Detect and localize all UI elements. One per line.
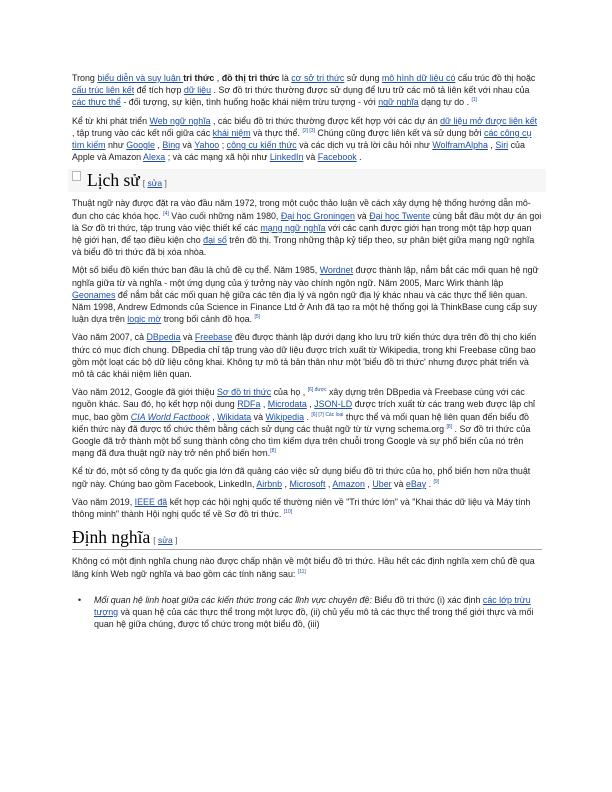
text-run: Vào năm 2012, Google đã giới thiệu <box>72 387 217 398</box>
text-run: xây dựng trên DBpedia và Freebase cùng với các nguồn khác. Sau đó, họ kết hợp nội dung <box>72 387 525 410</box>
text-run: Vào năm 2019, <box>72 496 135 507</box>
paragraph <box>72 115 542 164</box>
wiki-link[interactable]: Geonames <box>72 289 116 300</box>
section-title: Định nghĩa <box>72 527 151 548</box>
text-run: và quan hệ của các thực thể trong một lược đồ, (ii) chủ yếu mô tả các thực thể trong thế giới thực và mối quan hệ giữa chúng, được tổ chức trong một biểu đồ, (iii) <box>94 606 534 630</box>
wiki-link[interactable]: mô hình dữ liệu có <box>381 73 456 83</box>
text-run: kết hợp các hội nghị quốc tế thường niên về "Tri thức lớn" và "Khai thác dữ liệu và Máy tính thông minh" thành Hội nghị quốc tế về Sơ đồ tri thức. <box>72 496 531 520</box>
article-page <box>72 72 542 630</box>
wiki-link[interactable]: Web ngữ nghĩa <box>149 115 211 126</box>
text-run: , tập trung vào các kết nối giữa các <box>72 127 213 138</box>
wiki-link[interactable]: Wikidata <box>217 411 252 422</box>
edit-section-link: [ sửa ] <box>153 535 178 546</box>
text-run: và <box>251 411 266 422</box>
paragraph <box>72 496 542 520</box>
text-run: Không có một định nghĩa chung nào được chấp nhận về một biểu đồ tri thức. Hầu hết các định nghĩa xem chủ đề qua lăng kính Web ngữ nghĩa và bao gồm các tính năng sau: <box>72 556 535 579</box>
text-run: Vào cuối những năm 1980, <box>168 210 281 221</box>
citation-ref[interactable]: [8] <box>446 423 453 430</box>
text-run: và thực thể. <box>250 127 303 138</box>
text-run: dạng tự do . <box>418 97 472 108</box>
text-run: để tích hợp <box>134 85 184 96</box>
wiki-link[interactable]: ngữ nghĩa <box>378 97 419 108</box>
wiki-link[interactable]: cơ sở tri thức <box>291 73 345 83</box>
citation-ref[interactable]: [11] <box>297 568 306 575</box>
wiki-link[interactable]: LinkedIn <box>269 152 304 163</box>
collapse-toggle-icon[interactable] <box>72 171 81 181</box>
text-run: , các biểu đồ tri thức thường được kết hợp với các dự án <box>210 115 441 126</box>
wiki-link[interactable]: Sơ đồ tri thức <box>216 387 272 398</box>
text-run: được trích xuất từ các trang web được lập chỉ mục, bao gồm <box>72 399 536 422</box>
text-run: . Sơ đồ tri thức thường được sử dụng để lưu trữ các mô tả liên kết với nhau của <box>211 85 530 96</box>
text-run: , <box>209 411 218 422</box>
text-run: cùng bắt đầu một dự án gọi là Sơ đồ tri thức, tập trung vào việc thiết kế các <box>72 210 542 233</box>
wiki-link[interactable]: Google <box>126 140 155 151</box>
wiki-link[interactable]: Đại học Groningen <box>280 210 355 221</box>
wiki-link[interactable]: Alexa <box>143 152 166 163</box>
citation-ref[interactable]: [5] <box>254 314 261 321</box>
text-run: để nắm bắt các mối quan hệ giữa các tên địa lý và ngôn ngữ địa lý khác nhau và các thực thể liên quan. Năm 1998, Andrew Edmonds của Science in Finance Ltd ở Anh đã tạo ra một hệ thống gọi là ThinkBase cung cấp suy luận dựa trên <box>72 289 537 325</box>
section-heading-definition <box>72 526 542 550</box>
section-heading-history <box>68 169 546 192</box>
citation-ref[interactable]: [10] <box>283 509 293 516</box>
section-body <box>72 197 542 520</box>
wiki-link[interactable]: biểu diễn và suy luận <box>97 73 184 83</box>
text-run: . Sơ đồ tri thức của Google đã trở thành một bổ sung thành công cho tìm kiếm dựa trên chuỗi trong Google và sự phổ biến của nó trên mạng đã đưa thuật ngữ này trở nên phổ biến hơn. <box>72 423 531 459</box>
wiki-link[interactable]: Microsoft <box>289 478 326 489</box>
text-run: , <box>260 399 268 410</box>
text-run: như <box>105 140 127 151</box>
text-run: Kể từ đó, một số công ty đa quốc gia lớn đã quảng cáo việc sử dụng biểu đồ tri thức của họ, phổ biến hơn nữa thuật ngữ này. Chúng bao gồm Facebook, LinkedIn, <box>72 466 531 489</box>
edit-link[interactable]: sửa <box>158 535 173 546</box>
text-run: Kể từ khi phát triển <box>72 115 150 126</box>
text-run: và <box>354 210 370 221</box>
wiki-link[interactable]: logic mờ <box>127 314 162 325</box>
text-run: , <box>325 478 333 489</box>
paragraph <box>72 386 542 459</box>
article-intro <box>72 72 542 163</box>
bold-term: đồ thị tri thức <box>221 73 280 83</box>
wiki-link[interactable]: khái niệm <box>212 127 251 138</box>
wiki-link[interactable]: mạng ngữ nghĩa <box>260 222 326 233</box>
text-run: của họ , <box>271 387 308 398</box>
text-run: . <box>426 478 434 489</box>
section-body <box>72 555 542 579</box>
text-run: đều được thành lập dưới dạng kho lưu trữ kiến thức dựa trên đồ thị cho kiến thức có mục đích chung. DBpedia chỉ tập trung vào dữ liệu được trích xuất từ Wikipedia, trong khi Freebase cũng bao gồm một loạt các bộ dữ liệu công khai. Không tự mô tả bản thân như một 'biểu đồ tri thức' nhưng được phát triển và mô tả các khái niệm liên quan. <box>72 332 537 380</box>
wiki-link[interactable]: Microdata <box>267 399 307 410</box>
text-run: Vào năm 2007, cả <box>72 332 147 343</box>
text-run: Chúng cũng được liên kết và sử dụng bởi <box>314 127 485 138</box>
text-run: , <box>364 478 373 489</box>
wiki-link[interactable]: Uber <box>372 478 392 489</box>
text-run: và <box>303 152 318 163</box>
paragraph <box>72 72 542 109</box>
section-history <box>72 169 542 520</box>
wiki-link[interactable]: Yahoo <box>194 140 220 151</box>
wiki-link[interactable]: Bing <box>162 140 181 151</box>
wiki-link[interactable]: Airbnb <box>256 478 283 489</box>
text-run: , <box>487 140 496 151</box>
paragraph <box>72 331 542 380</box>
text-run: Thuật ngữ này được đặt ra vào đầu năm 1972, trong một cuộc thảo luận về cách xây dựng hệ thống hướng dẫn mô-đun cho các khóa học. <box>72 198 531 221</box>
wiki-link[interactable]: DBpedia <box>146 332 181 343</box>
wiki-link[interactable]: đại số <box>203 235 227 246</box>
citation-ref[interactable]: [1] <box>471 97 478 104</box>
list-item <box>78 594 542 631</box>
wiki-link[interactable]: eBay <box>405 478 427 489</box>
wiki-link[interactable]: JSON-LD <box>314 399 353 410</box>
edit-link[interactable]: sửa <box>147 178 163 189</box>
italic-term: Mối quan hệ linh hoạt giữa các kiến thức trong các lĩnh vực chuyên đề: <box>94 594 372 605</box>
wiki-link[interactable]: CIA World Factbook <box>130 411 210 422</box>
text-run: , <box>306 399 315 410</box>
wiki-link[interactable]: dữ liệu <box>183 85 212 96</box>
wiki-link[interactable]: công cụ kiến thức <box>226 140 297 151</box>
text-run: và <box>391 478 406 489</box>
text-run: và <box>180 140 195 151</box>
wiki-link[interactable]: các lớp trừu tượng <box>94 594 531 617</box>
wiki-link[interactable]: IEEE đã <box>134 496 168 507</box>
text-run: là <box>279 73 292 83</box>
bold-term: tri thức <box>183 73 215 83</box>
feature-list <box>72 594 542 631</box>
text-run: - đối tượng, sự kiện, tình huống hoặc khái niệm trừu tượng - với <box>120 97 379 108</box>
citation-ref[interactable]: [4] <box>163 210 169 217</box>
text-run: của Apple và Amazon <box>72 140 525 163</box>
text-run: ; và các mạng xã hội như <box>165 152 270 163</box>
wiki-link[interactable]: các thực thể <box>72 97 121 108</box>
text-run: với các cạnh được giới hạn trong một tập hợp quan hệ giới hạn, để tạo điều kiện cho <box>72 222 532 246</box>
citation-ref[interactable]: [6] được <box>307 387 327 394</box>
wiki-link[interactable]: Đại học Twente <box>369 210 431 221</box>
text-run: Trong <box>72 73 98 83</box>
paragraph <box>72 465 542 489</box>
text-run: ; <box>219 140 227 151</box>
section-title: Lịch sử <box>87 170 140 191</box>
text-run: , <box>154 140 163 151</box>
text-run: và các dịch vụ trả lời câu hỏi như <box>296 140 433 151</box>
wiki-link[interactable]: Freebase <box>194 332 233 343</box>
wiki-link[interactable]: WolframAlpha <box>432 140 488 151</box>
section-definition <box>72 526 542 630</box>
paragraph <box>72 555 542 579</box>
text-run: , <box>214 73 222 83</box>
text-run: sử dụng <box>344 73 382 83</box>
citation-ref[interactable]: [2] [3] <box>302 127 315 134</box>
citation-ref[interactable]: [9] <box>433 478 440 485</box>
wiki-link[interactable]: cấu trúc liên kết <box>72 85 135 96</box>
wiki-link[interactable]: Wordnet <box>319 265 354 276</box>
wiki-link[interactable]: Amazon <box>332 478 365 489</box>
wiki-link[interactable]: Facebook <box>317 152 357 163</box>
text-run: thực thể và mối quan hệ liên quan đến biểu đồ kiến thức này đã được tổ chức thêm bằng cách sử dụng các thuật ngữ từ từ vựng schema.org <box>72 411 529 434</box>
wiki-link[interactable]: dữ liệu mở được liên kết <box>440 115 538 126</box>
text-run: . <box>356 152 362 163</box>
bullet-icon: • <box>78 594 82 605</box>
text-run: được thành lập, nắm bắt các mối quan hệ ngữ nghĩa giữa từ và nghĩa - một ứng dụng của ý tưởng này vào chính ngôn ngữ. Năm 2005, Marc Wirk thành lập <box>72 265 539 288</box>
citation-ref[interactable]: [6] [7] Các loại <box>311 411 344 418</box>
wiki-link[interactable]: RDFa <box>237 399 261 410</box>
paragraph <box>72 264 542 325</box>
text-run: trong bối cảnh đồ họa. <box>161 314 255 325</box>
paragraph <box>72 197 542 258</box>
text-run: Một số biểu đồ kiến thức ban đầu là chủ đề cụ thể. Năm 1985, <box>72 265 320 276</box>
text-run: Biểu đồ tri thức (i) xác định <box>371 594 483 605</box>
text-run: cấu trúc đồ thị hoặc <box>455 73 536 83</box>
text-run: và <box>180 332 195 343</box>
wiki-link[interactable]: Siri <box>495 140 509 151</box>
edit-section-link: [ sửa ] <box>142 178 167 189</box>
wiki-link[interactable]: các công cụ tìm kiếm <box>72 127 532 151</box>
text-run: . <box>304 411 312 422</box>
text-run: trên đồ thị. Trong những thập kỷ tiếp theo, sự phân biệt giữa mạng ngữ nghĩa và biểu đồ tri thức đã bị xóa nhòa. <box>72 235 535 258</box>
citation-ref[interactable]: [8] <box>270 448 276 455</box>
wiki-link[interactable]: Wikipedia <box>265 411 305 422</box>
text-run: , <box>282 478 290 489</box>
